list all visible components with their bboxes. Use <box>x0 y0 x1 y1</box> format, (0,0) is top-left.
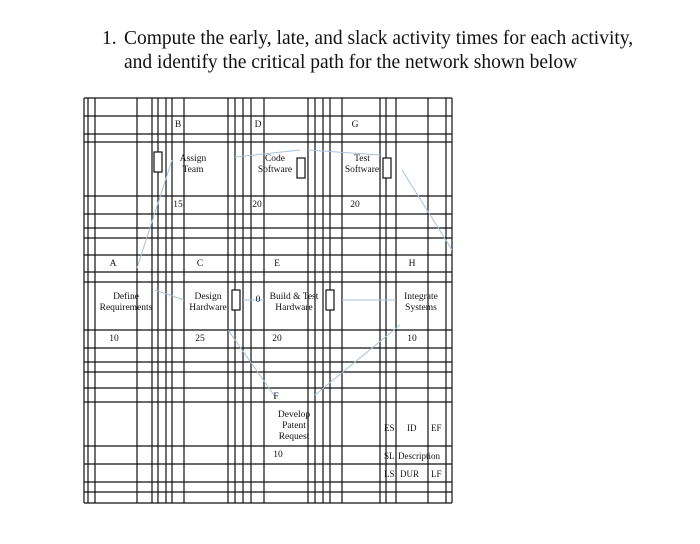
activity-g-duration: 20 <box>350 200 360 210</box>
activity-f-name: Develop Patent Request <box>277 410 311 442</box>
link-f-h <box>315 325 400 395</box>
question-number: 1. <box>102 28 117 49</box>
activity-b-letter: B <box>174 120 182 130</box>
activity-e-extra: 0 <box>255 295 261 305</box>
question-body: Compute the early, late, and slack activity times for each activity, and identify the critical path for the network shown below <box>124 28 634 73</box>
activity-e-duration: 20 <box>272 334 282 344</box>
activity-c-duration: 25 <box>195 334 205 344</box>
activity-c-name: Design Hardware <box>189 292 227 313</box>
legend-lf: LF <box>431 469 442 479</box>
legend-sl: SL <box>384 451 395 461</box>
legend-dur: DUR <box>400 469 420 479</box>
node-box-c <box>232 290 240 310</box>
activity-d-duration: 20 <box>252 200 262 210</box>
activity-e-letter: E <box>274 259 280 269</box>
activity-h-letter: H <box>408 259 416 269</box>
activity-d-letter: D <box>254 120 262 130</box>
activity-h-name: Integrate Systems <box>404 292 438 313</box>
activity-a-letter: A <box>109 259 117 269</box>
legend-es: ES <box>384 423 395 433</box>
activity-a-name: Define Requirements <box>99 292 153 313</box>
node-box-b <box>154 152 162 172</box>
activity-h-duration: 10 <box>407 334 417 344</box>
activity-d-name: Code Software <box>257 154 293 175</box>
activity-g-name: Test Software <box>344 154 380 175</box>
activity-f-duration: 10 <box>273 450 283 460</box>
legend-ls: LS <box>384 469 395 479</box>
legend-description: Description <box>398 451 440 461</box>
legend-ef: EF <box>431 423 442 433</box>
activity-f-letter: F <box>273 392 279 402</box>
legend-id: ID <box>407 423 417 433</box>
activity-a-duration: 10 <box>109 334 119 344</box>
activity-g-letter: G <box>351 120 359 130</box>
activity-b-name: Assign Team <box>179 154 207 175</box>
node-box-g <box>383 158 391 178</box>
activity-c-letter: C <box>196 259 204 269</box>
node-box-e <box>326 290 334 310</box>
activity-b-duration: 15 <box>173 200 183 210</box>
activity-e-name: Build & Test Hardware <box>269 292 319 313</box>
link-a-c <box>155 290 184 300</box>
